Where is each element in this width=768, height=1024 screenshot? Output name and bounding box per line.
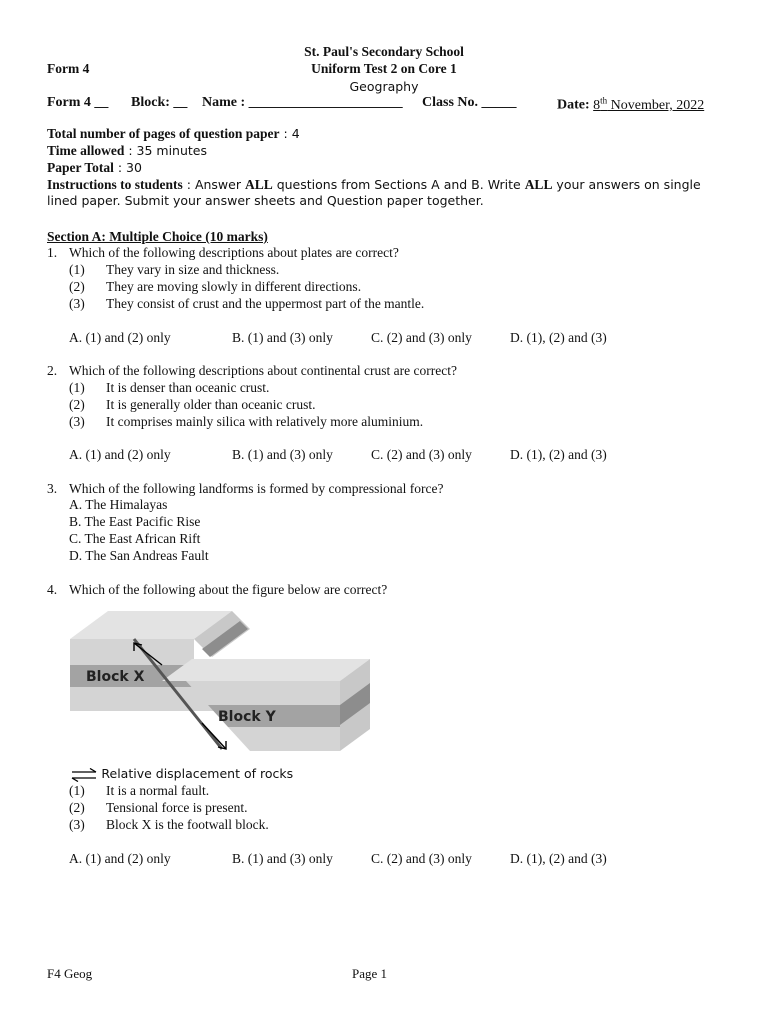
- q1-option-c: C. (2) and (3) only: [371, 330, 472, 345]
- q2-statement-3: (3) It comprises mainly silica with relatively more aluminium.: [69, 414, 424, 429]
- q4-option-d: D. (1), (2) and (3): [510, 851, 607, 866]
- q4-statement-2: (2) Tensional force is present.: [69, 800, 248, 815]
- class-field: Class No. _____: [422, 95, 517, 110]
- block-x-front-upper: [70, 639, 194, 665]
- subject-title: Geography: [349, 79, 419, 94]
- q3-choice-a: A. The Himalayas: [69, 497, 168, 512]
- form-field: Form 4 __: [47, 95, 109, 110]
- q2-option-b: B. (1) and (3) only: [232, 447, 333, 462]
- block-y-front-upper: [186, 681, 340, 705]
- instructions-line-2: lined paper. Submit your answer sheets and Question paper together.: [47, 193, 484, 208]
- name-label: Name :: [202, 95, 246, 110]
- q3-choice-c: C. The East African Rift: [69, 531, 201, 546]
- q3-choice-b: B. The East Pacific Rise: [69, 514, 201, 529]
- q4-statement-3: (3) Block X is the footwall block.: [69, 817, 269, 832]
- instructions-line-1: Instructions to students : Answer ALL questions from Sections A and B. Write ALL your answers on single: [47, 177, 701, 192]
- figure-legend: [70, 766, 293, 782]
- name-blank: ______________________: [248, 95, 403, 110]
- question-2: 2. Which of the following descriptions about continental crust are correct?: [47, 363, 457, 378]
- date-label: Date:: [557, 97, 590, 113]
- q1-option-b: B. (1) and (3) only: [232, 330, 333, 345]
- q2-statement-1: (1) It is denser than oceanic crust.: [69, 380, 270, 395]
- q4-option-c: C. (2) and (3) only: [371, 851, 472, 866]
- q1-statement-2: (2) They are moving slowly in different directions.: [69, 279, 362, 294]
- block-y-front-lower: [228, 727, 340, 751]
- block-y-top-face: [162, 659, 370, 681]
- q1-option-d: D. (1), (2) and (3): [510, 330, 607, 345]
- q1-option-a: A. (1) and (2) only: [69, 330, 171, 345]
- q2-option-a: A. (1) and (2) only: [69, 447, 171, 462]
- legend-text: Relative displacement of rocks: [101, 766, 294, 781]
- form-label: Form 4: [47, 61, 90, 76]
- q4-option-a: A. (1) and (2) only: [69, 851, 171, 866]
- date-field: [557, 95, 704, 114]
- pages-info: Total number of pages of question paper : 4: [47, 126, 300, 141]
- block-y-label: Block Y: [218, 709, 276, 725]
- q2-statement-2: (2) It is generally older than oceanic crust.: [69, 397, 316, 412]
- q1-statement-3: (3) They consist of crust and the uppermost part of the mantle.: [69, 296, 425, 311]
- arrow-down-shaft: [202, 723, 226, 749]
- section-a-title: Section A: Multiple Choice (10 marks): [47, 229, 268, 244]
- question-3: 3. Which of the following landforms is formed by compressional force?: [47, 481, 444, 496]
- q1-statement-1: (1) They vary in size and thickness.: [69, 262, 280, 277]
- double-arrow-icon: [70, 768, 98, 782]
- time-info: Time allowed : 35 minutes: [47, 143, 208, 158]
- question-4: 4. Which of the following about the figure below are correct?: [47, 582, 388, 597]
- q3-choice-d: D. The San Andreas Fault: [69, 548, 209, 563]
- school-name: St. Paul's Secondary School: [304, 44, 464, 59]
- q2-option-d: D. (1), (2) and (3): [510, 447, 607, 462]
- page-number: Page 1: [352, 966, 388, 981]
- question-1: 1. Which of the following descriptions about plates are correct?: [47, 245, 399, 260]
- block-x-label: Block X: [86, 669, 145, 685]
- block-field: Block: __: [131, 95, 188, 110]
- test-title: Uniform Test 2 on Core 1: [311, 61, 457, 76]
- q4-statement-1: (1) It is a normal fault.: [69, 783, 210, 798]
- footer-left: F4 Geog: [47, 966, 93, 981]
- total-info: Paper Total : 30: [47, 160, 142, 175]
- q2-option-c: C. (2) and (3) only: [371, 447, 472, 462]
- fault-figure: [66, 605, 372, 765]
- name-field: [202, 95, 403, 111]
- date-value: 8th November, 2022: [593, 95, 705, 113]
- q4-option-b: B. (1) and (3) only: [232, 851, 333, 866]
